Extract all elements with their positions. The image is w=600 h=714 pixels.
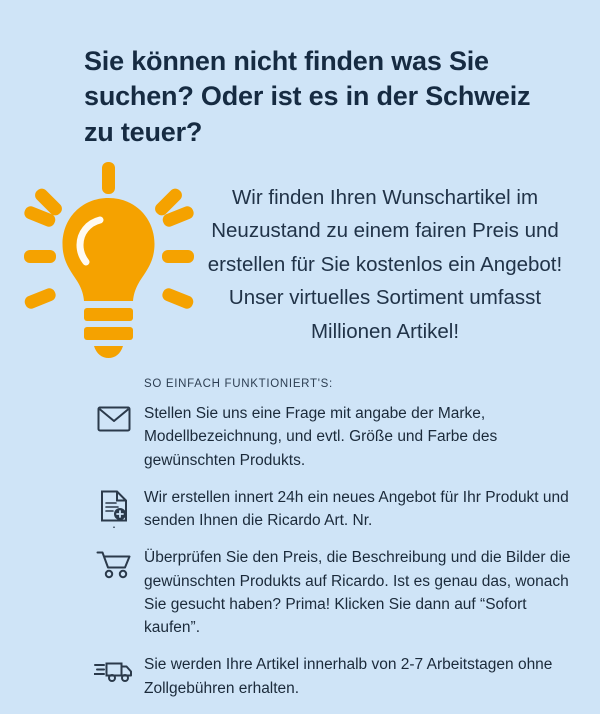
list-item [84, 486, 574, 547]
step-icon-wrapper [84, 653, 144, 683]
step-text: Sie werden Ihre Artikel innerhalb von 2-7 Arbeitstagen ohne Zollgebühren erhalten. [144, 656, 553, 697]
list-item [84, 402, 574, 486]
step-icon-wrapper [84, 402, 144, 432]
steps-list [84, 402, 574, 714]
page-title: Sie können nicht finden was Sie suchen? Oder ist es in der Schweiz zu teuer? [84, 46, 531, 147]
step-icon-wrapper [84, 546, 144, 580]
step-icon-wrapper [84, 486, 144, 522]
step-connector [113, 526, 115, 528]
list-item [84, 653, 574, 714]
lightbulb-icon [24, 162, 194, 362]
document-plus-icon [100, 490, 128, 522]
delivery-truck-icon [94, 657, 134, 683]
step-text: Stellen Sie uns eine Frage mit angabe der Marke, Modellbezeichnung, und evtl. Größe und Farbe des gewünschten Produkts. [144, 405, 498, 469]
steps-section-title: SO EINFACH FUNKTIONIERT'S: [144, 378, 333, 390]
envelope-icon [97, 406, 131, 432]
step-text: Wir erstellen innert 24h ein neues Angebot für Ihr Produkt und senden Ihnen die Ricardo Art. Nr. [144, 488, 569, 529]
intro-paragraph: Wir finden Ihren Wunschartikel im Neuzustand zu einem fairen Preis und erstellen für Sie kostenlos ein Angebot! Unser virtuelles Sortiment umfasst Millionen Artikel! [207, 185, 563, 343]
shopping-cart-icon [96, 550, 132, 580]
list-item [84, 546, 574, 653]
step-text: Überprüfen Sie den Preis, die Beschreibung und die Bilder die gewünschten Produkts auf Ricardo. Ist es genau das, wonach Sie gesucht haben? Prima! Klicken Sie dann auf “Sofort kaufen”. [144, 549, 571, 636]
